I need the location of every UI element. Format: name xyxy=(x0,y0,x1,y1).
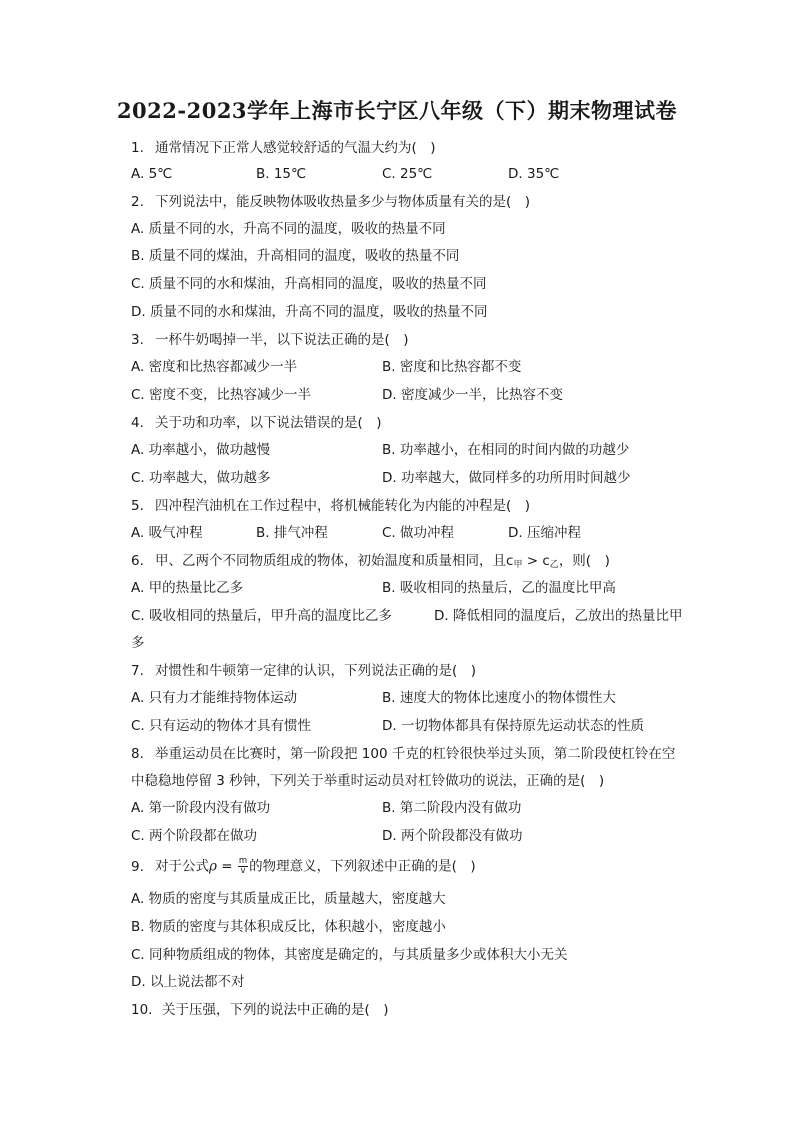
option-c: C. 质量不同的水和煤油，升高相同的温度，吸收的热量不同 xyxy=(131,276,487,292)
option-a: A. 功率越小，做功越慢 xyxy=(131,442,271,458)
question-text: 通常情况下正常人感觉较舒适的气温大约为( ) xyxy=(155,140,436,156)
question-number: 7. xyxy=(131,663,144,679)
option-b: B. 速度大的物体比速度小的物体惯性大 xyxy=(382,690,616,706)
question-number: 8. xyxy=(131,746,144,762)
question-text-tail: ，则( ) xyxy=(558,553,610,569)
option-a: A. 第一阶段内没有做功 xyxy=(131,800,271,816)
option-d: D. 以上说法都不对 xyxy=(131,974,245,990)
option-c: C. 吸收相同的热量后，甲升高的温度比乙多 xyxy=(131,608,393,624)
option-b: B. 15℃ xyxy=(256,166,307,182)
option-a: A. 物质的密度与其质量成正比，质量越大，密度越大 xyxy=(131,891,446,907)
option-c: C. 同种物质组成的物体，其密度是确定的，与其质量多少或体积大小无关 xyxy=(131,947,568,963)
option-c: C. 做功冲程 xyxy=(382,525,455,541)
option-d: D. 密度减少一半，比热容不变 xyxy=(382,387,563,403)
question-10 xyxy=(131,1001,389,1019)
option-d: D. 压缩冲程 xyxy=(508,525,581,541)
option-b: B. 密度和比热容都不变 xyxy=(382,359,522,375)
option-d: D. 功率越大，做同样多的功所用时间越少 xyxy=(382,470,631,486)
question-1 xyxy=(131,139,436,157)
option-d: D. 降低相同的温度后，乙放出的热量比甲 xyxy=(434,608,683,624)
question-8-continued: 中稳稳地停留 3 秒钟，下列关于举重时运动员对杠铃做功的说法，正确的是( ) xyxy=(131,773,605,789)
density-symbol: ρ xyxy=(209,858,217,875)
question-number: 10. xyxy=(131,1002,153,1018)
question-7 xyxy=(131,662,476,680)
question-number: 3. xyxy=(131,332,144,348)
question-text: 甲、乙两个不同物质组成的物体，初始温度和质量相同，且 xyxy=(155,553,506,569)
fraction-m-over-v xyxy=(238,857,248,876)
question-text: 关于压强，下列的说法中正确的是( ) xyxy=(162,1002,389,1018)
option-d: D. 35℃ xyxy=(508,166,560,182)
greater-than-sign: > xyxy=(522,553,543,569)
specific-heat-c: c xyxy=(506,553,514,569)
question-5 xyxy=(131,497,530,515)
equals-sign: = xyxy=(216,858,237,875)
question-number: 6. xyxy=(131,553,144,569)
option-b: B. 功率越小，在相同的时间内做的功越少 xyxy=(382,442,630,458)
question-3 xyxy=(131,331,409,349)
option-d: D. 一切物体都具有保持原先运动状态的性质 xyxy=(382,718,644,734)
question-text: 举重运动员在比赛时，第一阶段把 100 千克的杠铃很快举过头顶，第二阶段使杠铃在空 xyxy=(155,746,676,762)
option-c: C. 两个阶段都在做功 xyxy=(131,828,258,844)
question-number: 5. xyxy=(131,498,144,514)
fraction-numerator: m xyxy=(238,856,248,866)
option-c: C. 25℃ xyxy=(382,166,433,182)
question-number: 4. xyxy=(131,415,144,431)
question-number: 2. xyxy=(131,194,144,210)
option-b: B. 排气冲程 xyxy=(256,525,328,541)
question-4 xyxy=(131,414,382,432)
option-d-continued: 多 xyxy=(131,635,145,651)
option-d: D. 质量不同的水和煤油，升高不同的温度，吸收的热量不同 xyxy=(131,304,488,320)
question-text-tail: 的物理意义，下列叙述中正确的是( ) xyxy=(249,858,476,875)
question-6 xyxy=(131,552,610,574)
option-c: C. 密度不变，比热容减少一半 xyxy=(131,387,312,403)
page-title: 2022-2023学年上海市长宁区八年级（下）期末物理试卷 xyxy=(116,98,678,123)
option-c: C. 只有运动的物体才具有惯性 xyxy=(131,718,312,734)
option-a: A. 吸气冲程 xyxy=(131,525,203,541)
option-a: A. 只有力才能维持物体运动 xyxy=(131,690,298,706)
fraction-denominator: v xyxy=(240,866,246,876)
option-d: D. 两个阶段都没有做功 xyxy=(382,828,523,844)
question-2 xyxy=(131,193,530,211)
question-text: 关于功和功率，以下说法错误的是( ) xyxy=(155,415,382,431)
question-text: 下列说法中，能反映物体吸收热量多少与物体质量有关的是( ) xyxy=(155,194,531,210)
subscript-jia: 甲 xyxy=(513,560,523,570)
question-number: 9. xyxy=(131,858,144,875)
question-9 xyxy=(131,857,476,876)
question-text: 对惯性和牛顿第一定律的认识，下列说法正确的是( ) xyxy=(155,663,477,679)
question-text: 一杯牛奶喝掉一半，以下说法正确的是( ) xyxy=(155,332,409,348)
option-b: B. 第二阶段内没有做功 xyxy=(382,800,522,816)
option-b: B. 质量不同的煤油，升高相同的温度，吸收的热量不同 xyxy=(131,248,460,264)
subscript-yi: 乙 xyxy=(549,560,559,570)
option-c: C. 功率越大，做功越多 xyxy=(131,470,271,486)
option-a: A. 密度和比热容都减少一半 xyxy=(131,359,298,375)
question-number: 1. xyxy=(131,140,144,156)
specific-heat-c: c xyxy=(542,553,550,569)
question-text: 对于公式 xyxy=(155,858,209,875)
question-8 xyxy=(131,745,675,763)
question-text: 四冲程汽油机在工作过程中，将机械能转化为内能的冲程是( ) xyxy=(155,498,531,514)
option-b: B. 吸收相同的热量后，乙的温度比甲高 xyxy=(382,580,616,596)
option-a: A. 甲的热量比乙多 xyxy=(131,580,244,596)
option-a: A. 质量不同的水，升高不同的温度，吸收的热量不同 xyxy=(131,221,446,237)
option-b: B. 物质的密度与其体积成反比，体积越小，密度越小 xyxy=(131,919,446,935)
option-a: A. 5℃ xyxy=(131,166,173,182)
